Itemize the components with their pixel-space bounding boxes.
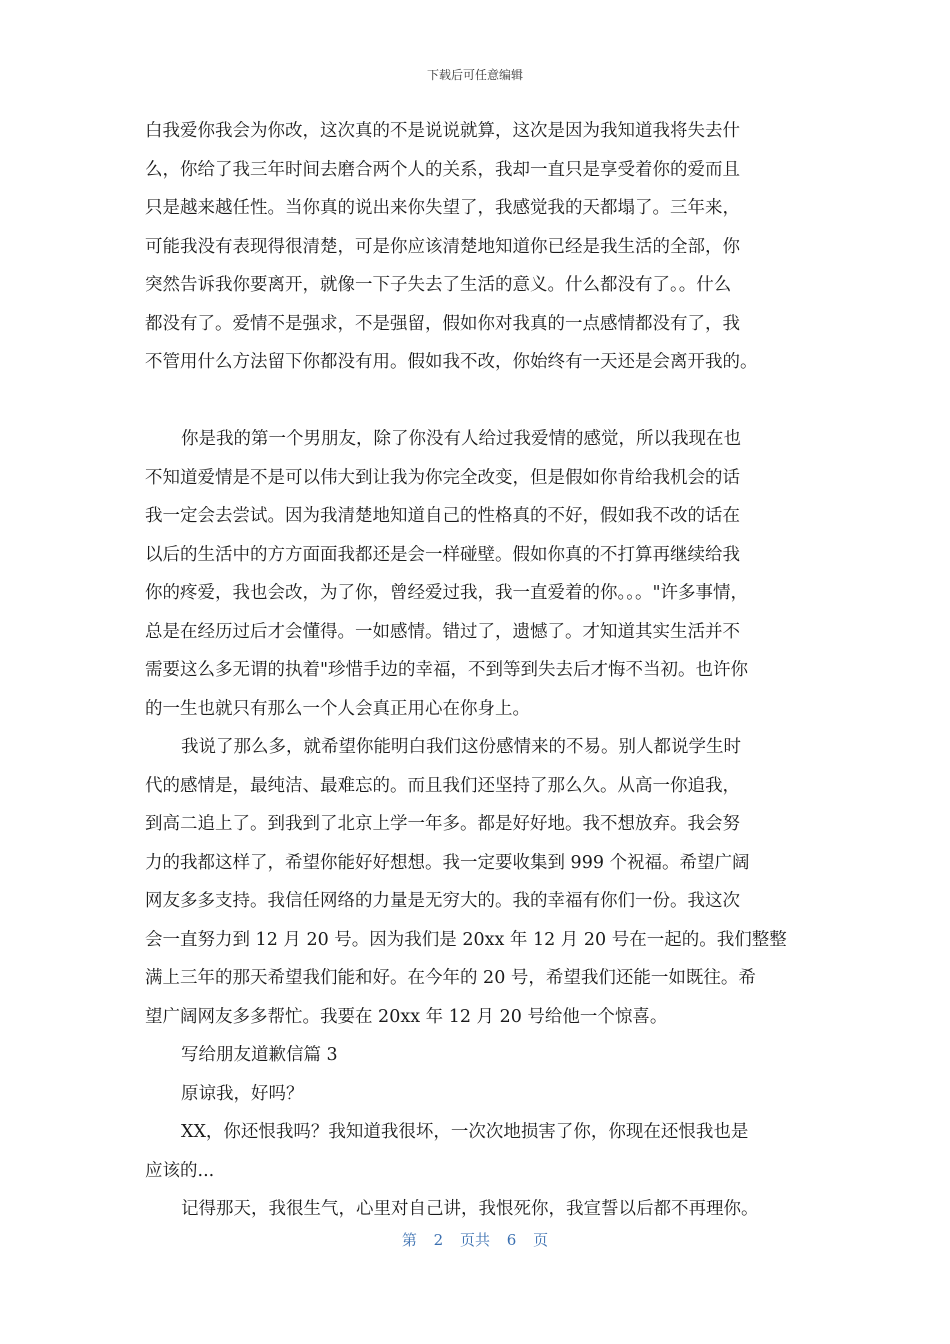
text-line: 原谅我，好吗？ <box>181 1083 304 1104</box>
text-line: 不管用什么方法留下你都没有用。假如我不改，你始终有一天还是会离开我的。 <box>145 352 758 372</box>
text-line: 会一直努力到 12 月 20 号。因为我们是 20xx 年 12 月 20 号在一起的。我们整整 <box>145 929 787 950</box>
text-line: 望广阔网友多多帮忙。我要在 20xx 年 12 月 20 号给他一个惊喜。 <box>145 1006 668 1027</box>
page-footer <box>0 1229 950 1250</box>
footer-suffix: 页 <box>533 1231 549 1249</box>
text-line: 你是我的第一个男朋友，除了你没有人给过我爱情的感觉，所以我现在也 <box>181 429 741 449</box>
text-line: 力的我都这样了，希望你能好好想想。我一定要收集到 999 个祝福。希望广阔 <box>145 852 750 873</box>
text-line: 的一生也就只有那么一个人会真正用心在你身上。 <box>145 698 530 719</box>
text-line: 网友多多支持。我信任网络的力量是无穷大的。我的幸福有你们一份。我这次 <box>145 891 740 911</box>
paragraph <box>145 1075 815 1114</box>
text-line: 么，你给了我三年时间去磨合两个人的关系，我却一直只是享受着你的爱而且 <box>145 159 740 180</box>
text-line: XX，你还恨我吗？我知道我很坏，一次次地损害了你，你现在还恨我也是 <box>181 1122 749 1142</box>
footer-middle: 页共 <box>459 1231 490 1249</box>
paragraph <box>145 420 815 728</box>
text-line: 我一定会去尝试。因为我清楚地知道自己的性格真的不好，假如我不改的话在 <box>145 506 740 526</box>
paragraph <box>145 1113 815 1190</box>
text-line: 我说了那么多，就希望你能明白我们这份感情来的不易。别人都说学生时 <box>181 737 741 757</box>
text-line: 都没有了。爱情不是强求，不是强留，假如你对我真的一点感情都没有了，我 <box>145 313 740 334</box>
document-body <box>145 112 815 1229</box>
text-line: 不知道爱情是不是可以伟大到让我为你完全改变，但是假如你肯给我机会的话 <box>145 467 740 488</box>
paragraph <box>145 728 815 1036</box>
text-line: 到高二追上了。到我到了北京上学一年多。都是好好地。我不想放弃。我会努 <box>145 814 740 834</box>
text-line: 需要这么多无谓的执着"珍惜手边的幸福，不到等到失去后才悔不当初。也许你 <box>145 660 749 680</box>
page-header: 下载后可任意编辑 <box>426 68 523 82</box>
text-line: 总是在经历过后才会懂得。一如感情。错过了，遗憾了。才知道其实生活并不 <box>145 621 740 642</box>
text-line: 以后的生活中的方方面面我都还是会一样碰壁。假如你真的不打算再继续给我 <box>145 544 740 565</box>
text-line: 只是越来越任性。当你真的说出来你失望了，我感觉我的天都塌了。三年来， <box>145 198 740 218</box>
text-line: 白我爱你我会为你改，这次真的不是说说就算，这次是因为我知道我将失去什 <box>145 121 740 141</box>
paragraph-gap <box>145 382 815 421</box>
footer-prefix: 第 <box>401 1231 417 1249</box>
text-line: 应该的... <box>145 1160 215 1181</box>
paragraph <box>145 112 815 382</box>
text-line: 代的感情是，最纯洁、最难忘的。而且我们还坚持了那么久。从高一你追我， <box>145 775 740 796</box>
text-line: 突然告诉我你要离开，就像一下子失去了生活的意义。什么都没有了。。什么 <box>145 275 732 295</box>
footer-page-number: 2 <box>433 1231 444 1249</box>
text-line: 记得那天，我很生气，心里对自己讲，我恨死你，我宣誓以后都不再理你。 <box>181 1199 759 1219</box>
text-line: 写给朋友道歉信篇 3 <box>181 1045 338 1065</box>
text-line: 你的疼爱，我也会改，为了你，曾经爱过我，我一直爱着的你。。。"许多事情， <box>145 583 749 603</box>
paragraph <box>145 1190 815 1229</box>
text-line: 满上三年的那天希望我们能和好。在今年的 20 号，希望我们还能一如既往。希 <box>145 968 756 988</box>
paragraph <box>145 1036 815 1075</box>
text-line: 可能我没有表现得很清楚，可是你应该清楚地知道你已经是我生活的全部，你 <box>145 236 740 257</box>
footer-total-pages: 6 <box>506 1231 517 1249</box>
